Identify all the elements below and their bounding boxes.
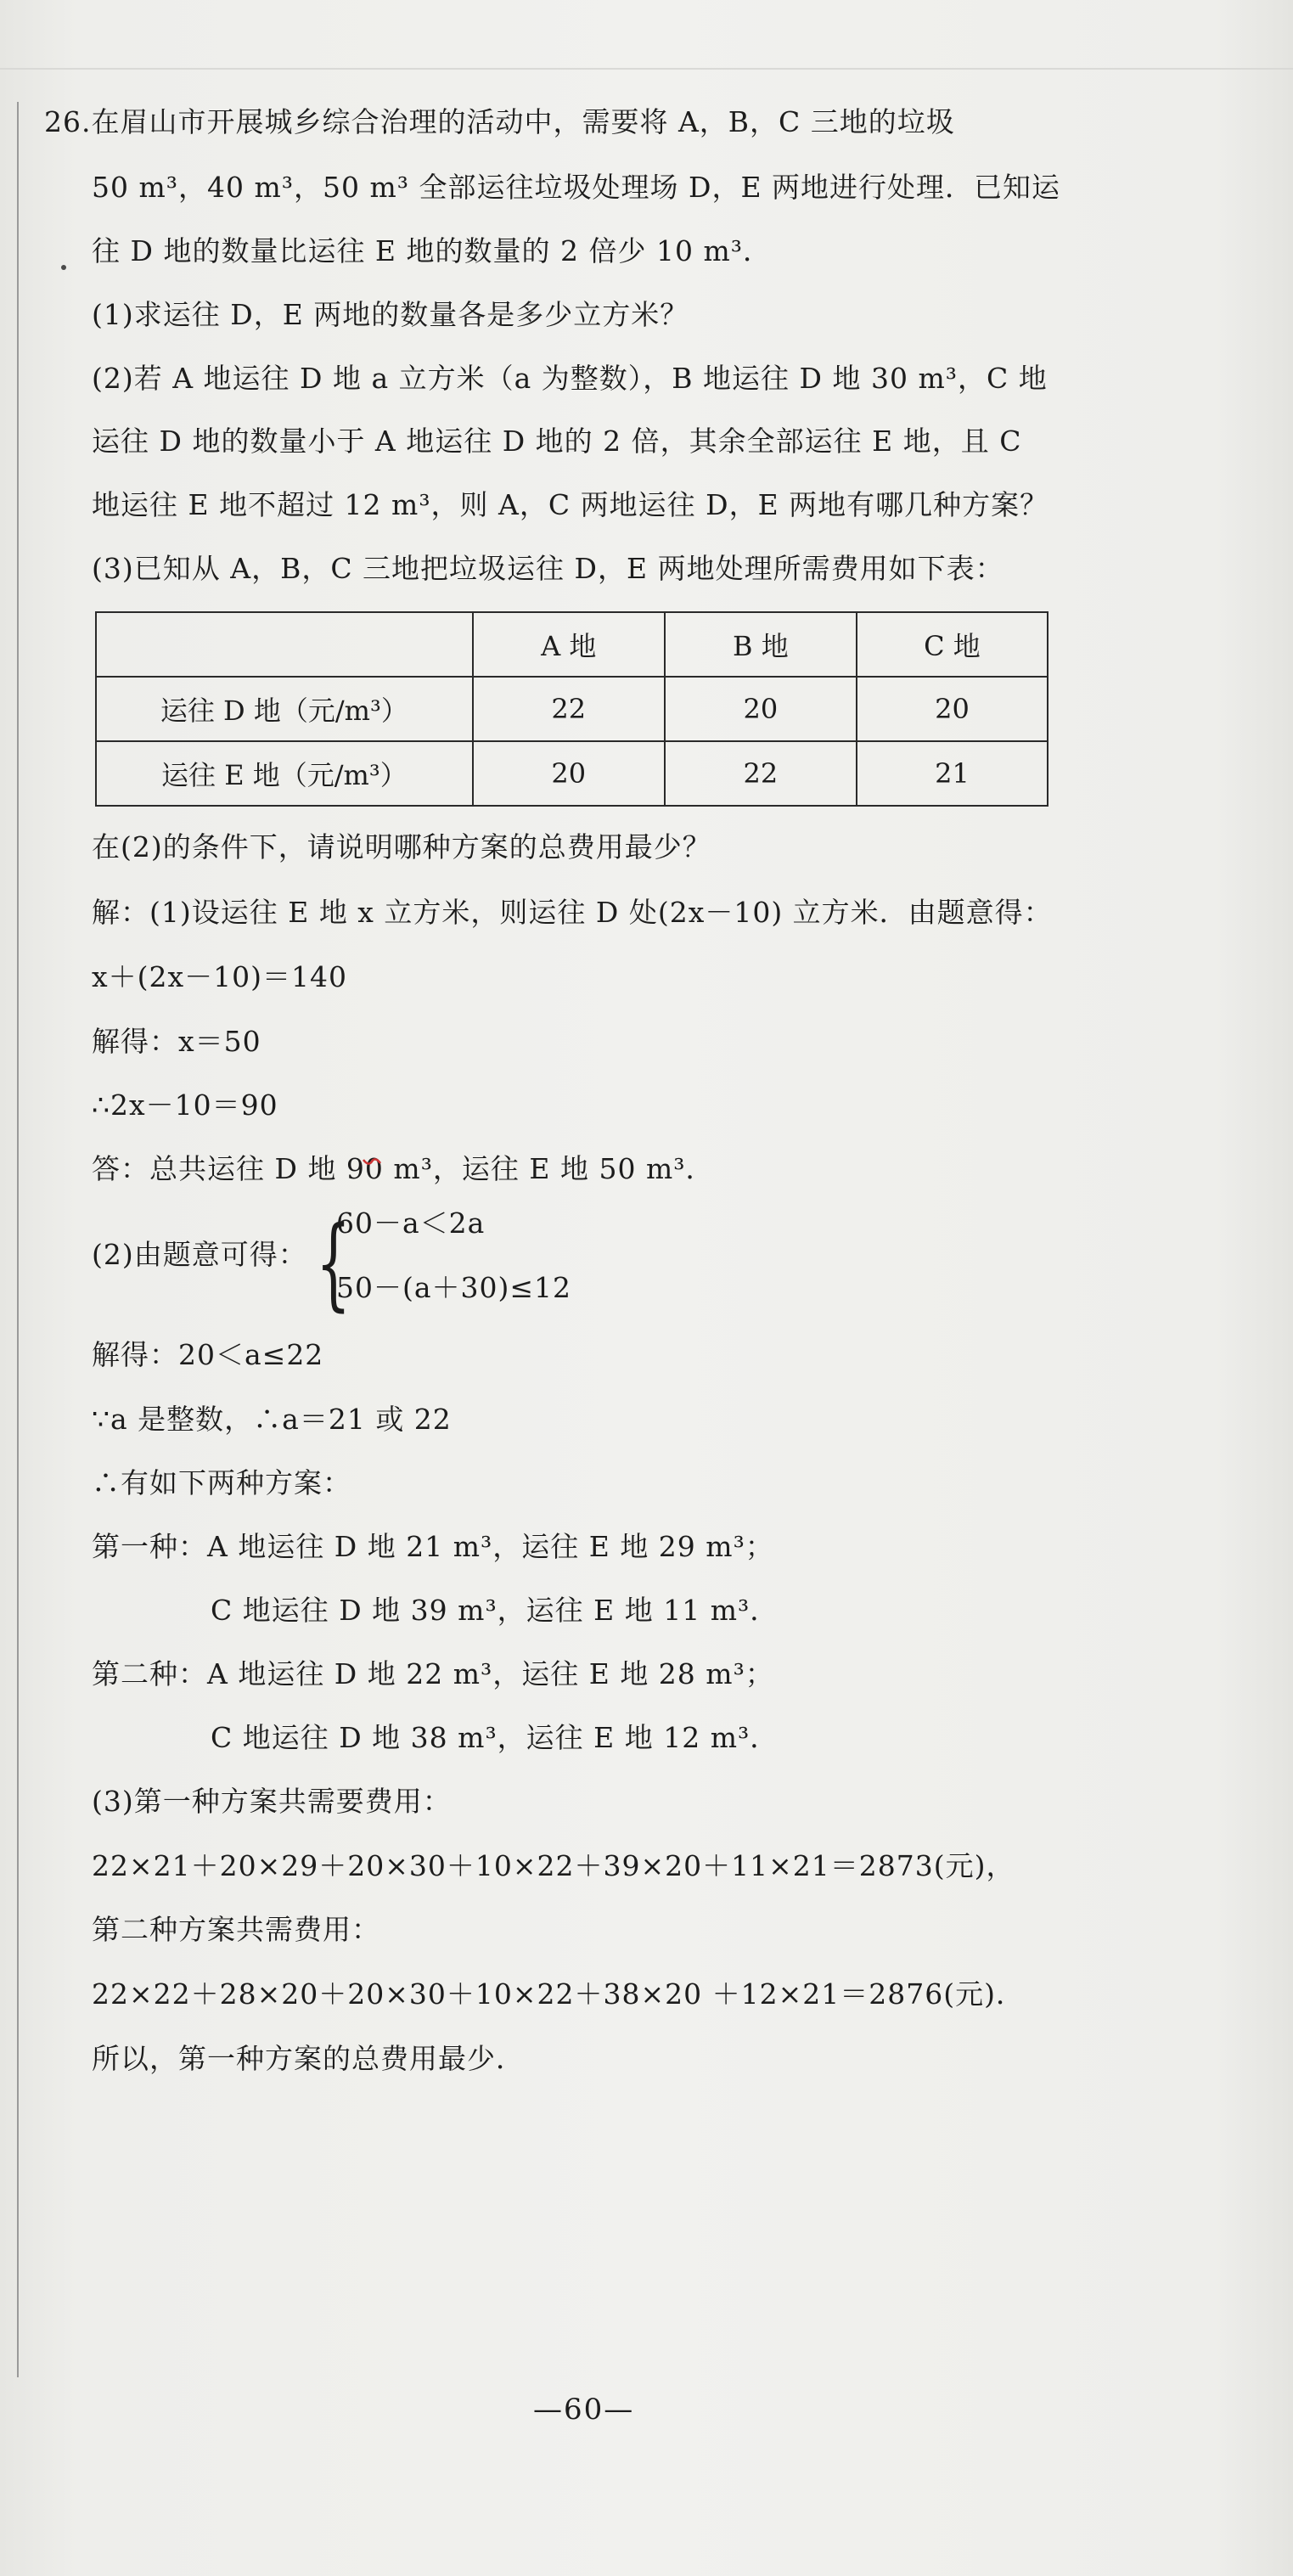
table-cell: 22: [665, 741, 857, 806]
table-row-label: 运往 E 地（元/m³）: [96, 741, 473, 806]
system-brace: {: [316, 1204, 351, 1321]
solution-two-plans: ∴有如下两种方案：: [92, 1466, 351, 1499]
solution-answer-1: 答：总共运往 D 地 90 m³，运往 E 地 50 m³．: [92, 1152, 715, 1185]
plan-two-c: C 地运往 D 地 38 m³，运往 E 地 12 m³．: [211, 1721, 779, 1754]
solution-part3-label: (3)第一种方案共需要费用：: [92, 1785, 452, 1818]
solution-therefore-d: ∴2x－10＝90: [92, 1088, 278, 1122]
teacher-check-mark-icon: [362, 1156, 382, 1168]
top-edge-line: [0, 68, 1293, 70]
table-cell: 20: [473, 741, 665, 806]
plan-one-cost: 22×21＋20×29＋20×30＋10×22＋39×20＋11×21＝2873(元)，: [92, 1849, 1015, 1882]
problem-question-1: (1)求运往 D，E 两地的数量各是多少立方米？: [92, 298, 689, 331]
plan-two-label: 第二种方案共需费用：: [92, 1913, 380, 1946]
inequality-1: 60－a＜2a: [336, 1206, 486, 1240]
page-number: —60—: [533, 2393, 635, 2427]
problem-final-question: 在(2)的条件下，请说明哪种方案的总费用最少？: [92, 830, 711, 863]
problem-question-3: (3)已知从 A，B，C 三地把垃圾运往 D，E 两地处理所需费用如下表：: [92, 552, 1004, 585]
inequality-2: 50－(a＋30)≤12: [336, 1271, 572, 1304]
table-cell: 22: [473, 677, 665, 741]
solution-solve-x: 解得：x＝50: [92, 1025, 261, 1058]
cost-table: [95, 611, 1048, 807]
table-header-cell: C 地: [857, 612, 1048, 677]
plan-one-a: 第一种：A 地运往 D 地 21 m³，运往 E 地 29 m³；: [92, 1530, 774, 1563]
table-header-cell: A 地: [473, 612, 665, 677]
problem-question-2b: 运往 D 地的数量小于 A 地运往 D 地的 2 倍，其余全部运往 E 地，且 C: [92, 425, 1022, 458]
solution-equation: x＋(2x－10)＝140: [92, 960, 347, 993]
problem-line-1: 26.在眉山市开展城乡综合治理的活动中，需要将 A，B，C 三地的垃圾: [44, 105, 955, 138]
problem-question-2c: 地运往 E 地不超过 12 m³，则 A，C 两地运往 D，E 两地有哪几种方案？: [92, 488, 1049, 521]
solution-range-a: 解得：20＜a≤22: [92, 1338, 324, 1371]
table-row-label: 运往 D 地（元/m³）: [96, 677, 473, 741]
margin-dot: [61, 265, 66, 270]
solution-part1-setup: 解：(1)设运往 E 地 x 立方米，则运往 D 处(2x－10) 立方米．由题意得：: [92, 896, 1053, 929]
table-header-cell: [96, 612, 473, 677]
problem-line-3: 往 D 地的数量比运往 E 地的数量的 2 倍少 10 m³．: [92, 234, 772, 267]
table-header-row: [96, 612, 1048, 677]
table-header-cell: B 地: [665, 612, 857, 677]
problem-line-2: 50 m³，40 m³，50 m³ 全部运往垃圾处理场 D，E 两地进行处理．已知运: [92, 171, 1061, 204]
table-cell: 20: [665, 677, 857, 741]
plan-one-c: C 地运往 D 地 39 m³，运往 E 地 11 m³．: [211, 1594, 779, 1627]
solution-integer-a: ∵a 是整数，∴a＝21 或 22: [92, 1403, 452, 1436]
plan-two-cost: 22×22＋28×20＋20×30＋10×22＋38×20 ＋12×21＝2876(元)．: [92, 1977, 1026, 2011]
solution-conclusion: 所以，第一种方案的总费用最少．: [92, 2042, 525, 2075]
table-cell: 20: [857, 677, 1048, 741]
left-margin-line: [17, 102, 19, 2377]
table-cell: 21: [857, 741, 1048, 806]
table-row: [96, 677, 1048, 741]
plan-two-a: 第二种：A 地运往 D 地 22 m³，运往 E 地 28 m³；: [92, 1657, 774, 1690]
problem-question-2a: (2)若 A 地运往 D 地 a 立方米（a 为整数），B 地运往 D 地 30 m³，C 地: [92, 362, 1048, 395]
table-row: [96, 741, 1048, 806]
solution-part2-label: (2)由题意可得：: [92, 1238, 307, 1271]
